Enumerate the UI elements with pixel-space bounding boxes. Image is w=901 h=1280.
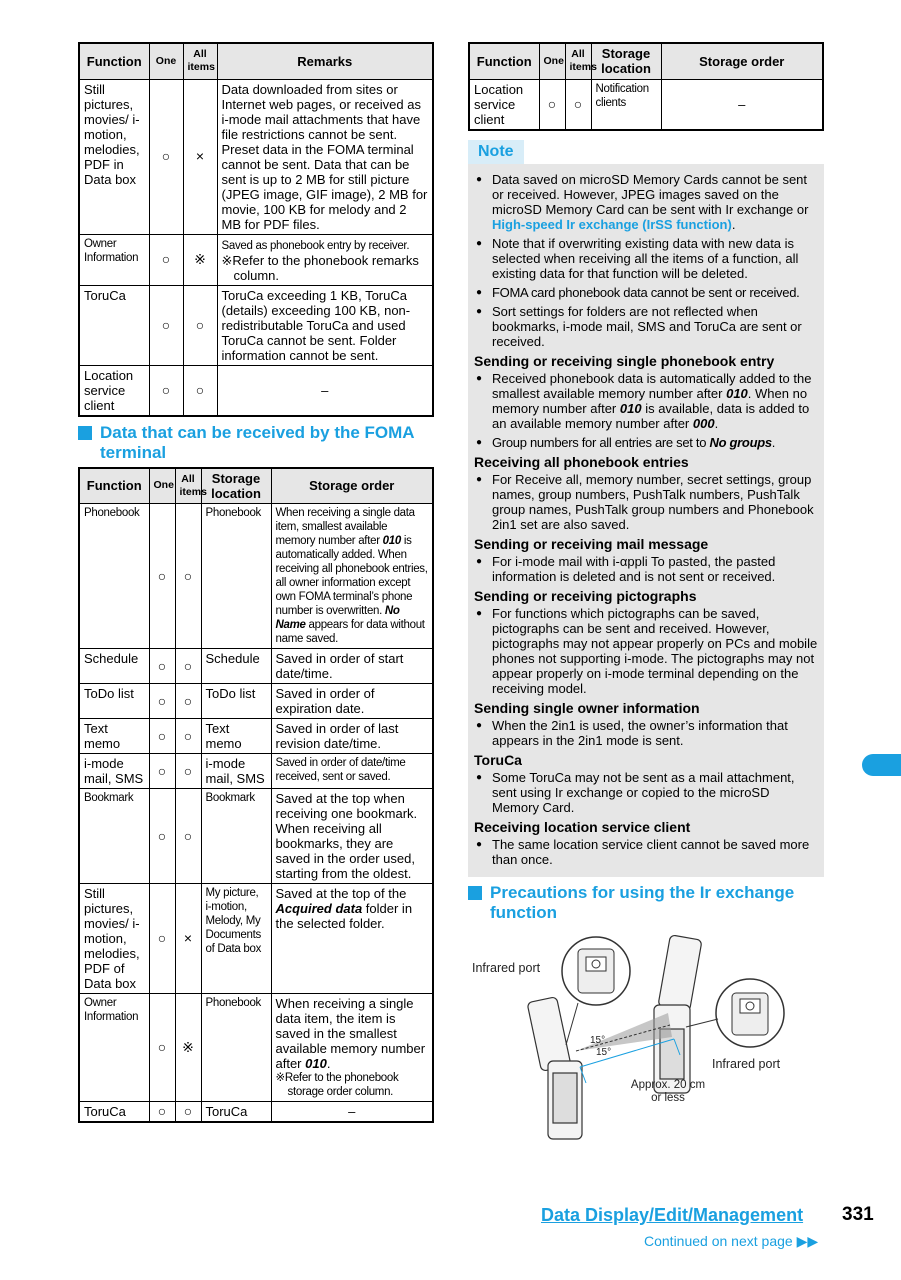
- table-row: [79, 719, 433, 754]
- cell-function: ToruCa: [79, 1102, 149, 1123]
- distance-label: Approx. 20 cm or less: [630, 1078, 706, 1104]
- ir-exchange-illustration: [468, 933, 824, 1153]
- col-function: Function: [79, 468, 149, 504]
- infrared-port-label-right: Infrared port: [712, 1056, 781, 1071]
- section-marker-icon: [468, 886, 482, 900]
- page-number: 331: [842, 1204, 874, 1225]
- cell-one: ○: [149, 789, 175, 884]
- cell-all: ○: [183, 365, 217, 416]
- cell-location: Notification clients: [591, 79, 661, 130]
- note-heading: Sending or receiving pictographs: [474, 587, 697, 604]
- col-storage-order: Storage order: [271, 468, 433, 504]
- col-function: Function: [469, 43, 539, 79]
- send-data-table: [78, 42, 434, 417]
- cell-function: Schedule: [79, 649, 149, 684]
- cell-function: ToDo list: [79, 684, 149, 719]
- cell-one: ○: [149, 285, 183, 365]
- table-row: [79, 649, 433, 684]
- cell-one: ○: [149, 365, 183, 416]
- chapter-title: Data Display/Edit/Management: [541, 1205, 804, 1225]
- cell-all: ○: [175, 649, 201, 684]
- cell-remarks: Data downloaded from sites or Internet web pages, or received as i-mode mail attachments that have file restrictions cannot be sent. Preset data in the FOMA terminal cannot be sent. Data that can be sent is up to 2 MB for still picture (JPEG image, GIF image), 2 MB for movie, 100 KB for melody and 2 MB for PDF files.: [217, 79, 433, 234]
- table-row: [79, 1102, 433, 1123]
- cell-order: When receiving a single data item, the item is saved in the smallest available memory number after 010. ※Refer to the phonebook storage order column.: [271, 994, 433, 1102]
- order-note: ※Refer to the phonebook storage order column.: [275, 1072, 399, 1098]
- cell-function: Owner Information: [79, 994, 149, 1102]
- note-heading: Receiving location service client: [474, 818, 691, 835]
- cell-all: ○: [175, 754, 201, 789]
- list-item: ● For functions which pictographs can be saved, pictographs can be sent and received. However, pictographs may not appear properly on PCs and mobile phones not supporting i-mode. The pictographs may not appear properly on i-mode terminal depending on the receiving model.: [476, 605, 818, 696]
- receive-data-table: [78, 467, 434, 1124]
- cell-all: ○: [175, 684, 201, 719]
- list-item: ● Received phonebook data is automatically added to the smallest available memory number after 010. When no memory number after 010 is available, data is added to an available memory number after 000.: [476, 370, 812, 431]
- list-item: ● Sort settings for folders are not reflected when bookmarks, i-mode mail, SMS and ToruCa are sent or received.: [476, 303, 802, 349]
- cell-all: ○: [175, 719, 201, 754]
- list-item: ● Some ToruCa may not be sent as a mail attachment, sent using Ir exchange or copied to the microSD Memory Card.: [476, 769, 795, 815]
- remarks-note: ※Refer to the phonebook remarks column.: [221, 252, 419, 283]
- cell-remarks: ToruCa exceeding 1 KB, ToruCa (details) exceeding 100 KB, non-redistributable ToruCa and used ToruCa cannot be sent. Folder information cannot be sent.: [217, 285, 433, 365]
- list-item: ● Data saved on microSD Memory Cards cannot be sent or received. However, JPEG images saved on the microSD Memory Card can be sent with Ir exchange or High-speed Ir exchange (IrSS function).: [476, 171, 809, 232]
- note-tab: Note: [468, 140, 524, 164]
- cell-one: ○: [149, 234, 183, 285]
- cell-one: ○: [539, 79, 565, 130]
- list-item: ● FOMA card phonebook data cannot be sent or received.: [476, 284, 800, 300]
- col-all-items: All items: [183, 43, 217, 79]
- bullet-icon: ●: [476, 719, 483, 731]
- cell-remarks: –: [217, 365, 433, 416]
- cell-function: Still pictures, movies/ i-motion, melodies, PDF of Data box: [79, 884, 149, 994]
- cell-order: Saved in order of date/time received, sent or saved.: [271, 754, 433, 789]
- note-heading: Sending or receiving mail message: [474, 535, 709, 552]
- cell-all: ○: [565, 79, 591, 130]
- note-heading: Sending or receiving single phonebook entry: [474, 352, 775, 369]
- list-item: ● For Receive all, memory number, secret settings, group names, group numbers, PushTalk numbers, PushTalk group names, PushTalk group numbers and Phonebook 2in1 set are also saved.: [476, 471, 814, 532]
- bullet-icon: ●: [476, 305, 483, 317]
- col-remarks: Remarks: [217, 43, 433, 79]
- infrared-port-label-left: Infrared port: [472, 960, 541, 975]
- cell-function: Phonebook: [79, 504, 149, 649]
- cell-order: Saved in order of expiration date.: [271, 684, 433, 719]
- cell-order: Saved at the top of the Acquired data folder in the selected folder.: [271, 884, 433, 994]
- list-item: ● The same location service client cannot be saved more than once.: [476, 836, 810, 867]
- cell-order: Saved at the top when receiving one bookmark. When receiving all bookmarks, they are saved in the order used, starting from the oldest.: [271, 789, 433, 884]
- angle-label: 15°: [596, 1046, 612, 1058]
- cell-one: ○: [149, 504, 175, 649]
- cell-location: i-mode mail, SMS: [201, 754, 271, 789]
- table-row: [79, 884, 433, 994]
- col-storage-location: Storage location: [201, 468, 271, 504]
- bullet-icon: ●: [476, 473, 483, 485]
- list-item: ● For i-mode mail with i-αppli To pasted, the pasted information is deleted and is not sent or received.: [476, 553, 776, 584]
- col-all-items: All items: [565, 43, 591, 79]
- table-row: [79, 285, 433, 365]
- location-table: [468, 42, 824, 131]
- table-row: [79, 754, 433, 789]
- cell-all: ○: [175, 504, 201, 649]
- right-column: [468, 42, 824, 1153]
- cell-all: ○: [175, 789, 201, 884]
- bullet-icon: ●: [476, 173, 483, 185]
- note-heading: Sending single owner information: [474, 699, 700, 716]
- cell-all: ○: [175, 1102, 201, 1123]
- cell-one: ○: [149, 684, 175, 719]
- continued-link[interactable]: Continued on next page ▶▶: [644, 1233, 819, 1249]
- angle-label: 15°: [590, 1034, 606, 1046]
- bullet-icon: ●: [476, 286, 482, 298]
- cell-one: ○: [149, 1102, 175, 1123]
- col-function: Function: [79, 43, 149, 79]
- section-marker-icon: [78, 426, 92, 440]
- table-row: [79, 504, 433, 649]
- col-all-items: All items: [175, 468, 201, 504]
- table-row: [79, 79, 433, 234]
- cell-location: Text memo: [201, 719, 271, 754]
- list-item: ● Note that if overwriting existing data with new data is selected when receiving all the items of a function, all existing data for that function will be deleted.: [476, 235, 799, 281]
- cell-one: ○: [149, 719, 175, 754]
- note-heading: ToruCa: [474, 751, 522, 768]
- col-one: One: [149, 468, 175, 504]
- col-one: One: [149, 43, 183, 79]
- cell-location: Phonebook: [201, 504, 271, 649]
- cell-order: Saved in order of last revision date/time.: [271, 719, 433, 754]
- cell-all: ※: [175, 994, 201, 1102]
- cell-function: Still pictures, movies/ i-motion, melodies, PDF in Data box: [79, 79, 149, 234]
- cell-function: i-mode mail, SMS: [79, 754, 149, 789]
- bullet-icon: ●: [476, 555, 483, 567]
- cell-function: Owner Information: [79, 234, 149, 285]
- cell-one: ○: [149, 884, 175, 994]
- table-row: [79, 789, 433, 884]
- cell-order: –: [271, 1102, 433, 1123]
- list-item: ● When the 2in1 is used, the owner’s information that appears in the 2in1 mode is sent.: [476, 717, 788, 748]
- cell-order: When receiving a single data item, smallest available memory number after 010 is automatically added. When receiving all phonebook entries, all owner information except own FOMA terminal’s phone number is overwritten. No Name appears for data without name saved.: [271, 504, 433, 649]
- left-column: [78, 42, 434, 1123]
- section-heading-precautions: Precautions for using the Ir exchange function: [468, 883, 824, 923]
- bullet-icon: ●: [476, 436, 482, 448]
- cell-function: Bookmark: [79, 789, 149, 884]
- note-box: [468, 164, 824, 877]
- cell-location: Schedule: [201, 649, 271, 684]
- table-row: [469, 79, 823, 130]
- note-heading: Receiving all phonebook entries: [474, 453, 689, 470]
- cell-all: ※: [183, 234, 217, 285]
- table-row: [79, 365, 433, 416]
- cell-order: –: [661, 79, 823, 130]
- cell-one: ○: [149, 754, 175, 789]
- col-storage-order: Storage order: [661, 43, 823, 79]
- bullet-icon: ●: [476, 771, 483, 783]
- cell-all: ○: [183, 285, 217, 365]
- chapter-tab: [862, 754, 901, 776]
- col-one: One: [539, 43, 565, 79]
- cell-location: My picture, i-motion, Melody, My Documents of Data box: [201, 884, 271, 994]
- cell-one: ○: [149, 994, 175, 1102]
- cell-one: ○: [149, 649, 175, 684]
- irss-link[interactable]: High-speed Ir exchange (IrSS function): [492, 216, 732, 232]
- cell-location: Bookmark: [201, 789, 271, 884]
- cell-all: ×: [175, 884, 201, 994]
- bullet-icon: ●: [476, 607, 483, 619]
- table-row: [79, 234, 433, 285]
- cell-function: Location service client: [79, 365, 149, 416]
- cell-function: ToruCa: [79, 285, 149, 365]
- cell-function: Text memo: [79, 719, 149, 754]
- table-row: [79, 994, 433, 1102]
- cell-function: Location service client: [469, 79, 539, 130]
- cell-location: ToDo list: [201, 684, 271, 719]
- bullet-icon: ●: [476, 237, 483, 249]
- bullet-icon: ●: [476, 838, 483, 850]
- col-storage-location: Storage location: [591, 43, 661, 79]
- cell-one: ○: [149, 79, 183, 234]
- list-item: ● Group numbers for all entries are set to No groups.: [476, 434, 776, 450]
- cell-all: ×: [183, 79, 217, 234]
- cell-location: Phonebook: [201, 994, 271, 1102]
- bullet-icon: ●: [476, 372, 483, 384]
- section-heading-received: Data that can be received by the FOMA terminal: [78, 423, 434, 463]
- cell-order: Saved in order of start date/time.: [271, 649, 433, 684]
- cell-remarks: Saved as phonebook entry by receiver. ※Refer to the phonebook remarks column.: [217, 234, 433, 285]
- table-row: [79, 684, 433, 719]
- cell-location: ToruCa: [201, 1102, 271, 1123]
